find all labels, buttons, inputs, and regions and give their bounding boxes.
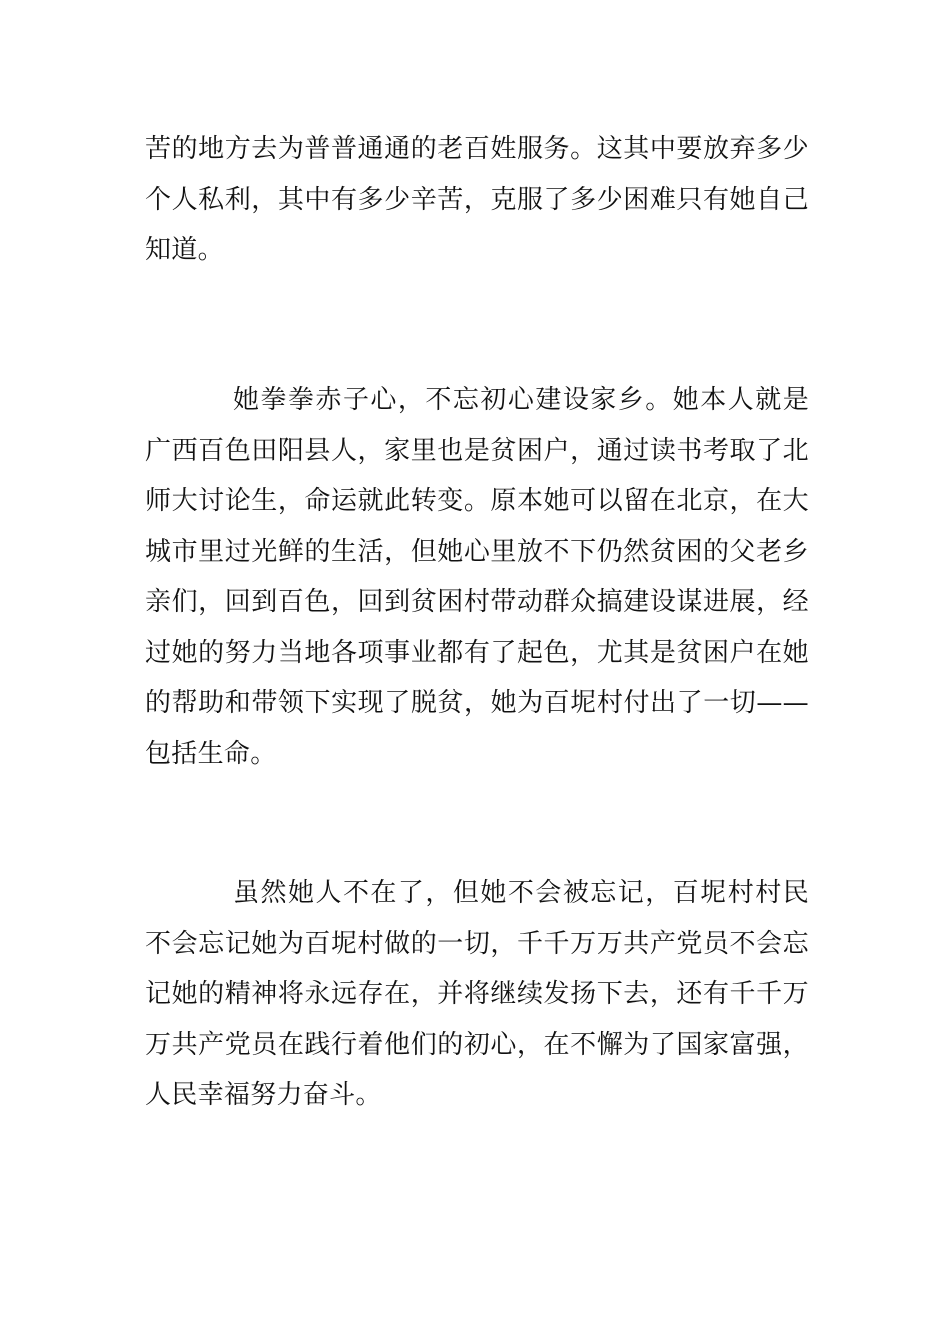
paragraph-remembrance: 虽然她人不在了，但她不会被忘记，百坭村村民不会忘记她为百坭村做的一切，千千万万共产党员不会忘记她的精神将永远存在，并将继续发扬下去，还有千千万万共产党员在践行着他们的初心，在不懈为了国家富强，人民幸福努力奋斗。 xyxy=(145,878,809,1110)
paragraph-hometown: 她拳拳赤子心，不忘初心建设家乡。她本人就是广西百色田阳县人，家里也是贫困户，通过读书考取了北师大讨论生，命运就此转变。原本她可以留在北京，在大城市里过光鲜的生活，但她心里放不下仍然贫困的父老乡亲们，回到百色，回到贫困村带动群众搞建设谋进展，经过她的努力当地各项事业都有了起色，尤其是贫困户在她的帮助和带领下实现了脱贫，她为百坭村付出了一切——包括生命。 xyxy=(145,385,809,769)
paragraph-continuation: 苦的地方去为普普通通的老百姓服务。这其中要放弃多少个人私利，其中有多少辛苦，克服了多少困难只有她自己知道。 xyxy=(145,134,809,265)
